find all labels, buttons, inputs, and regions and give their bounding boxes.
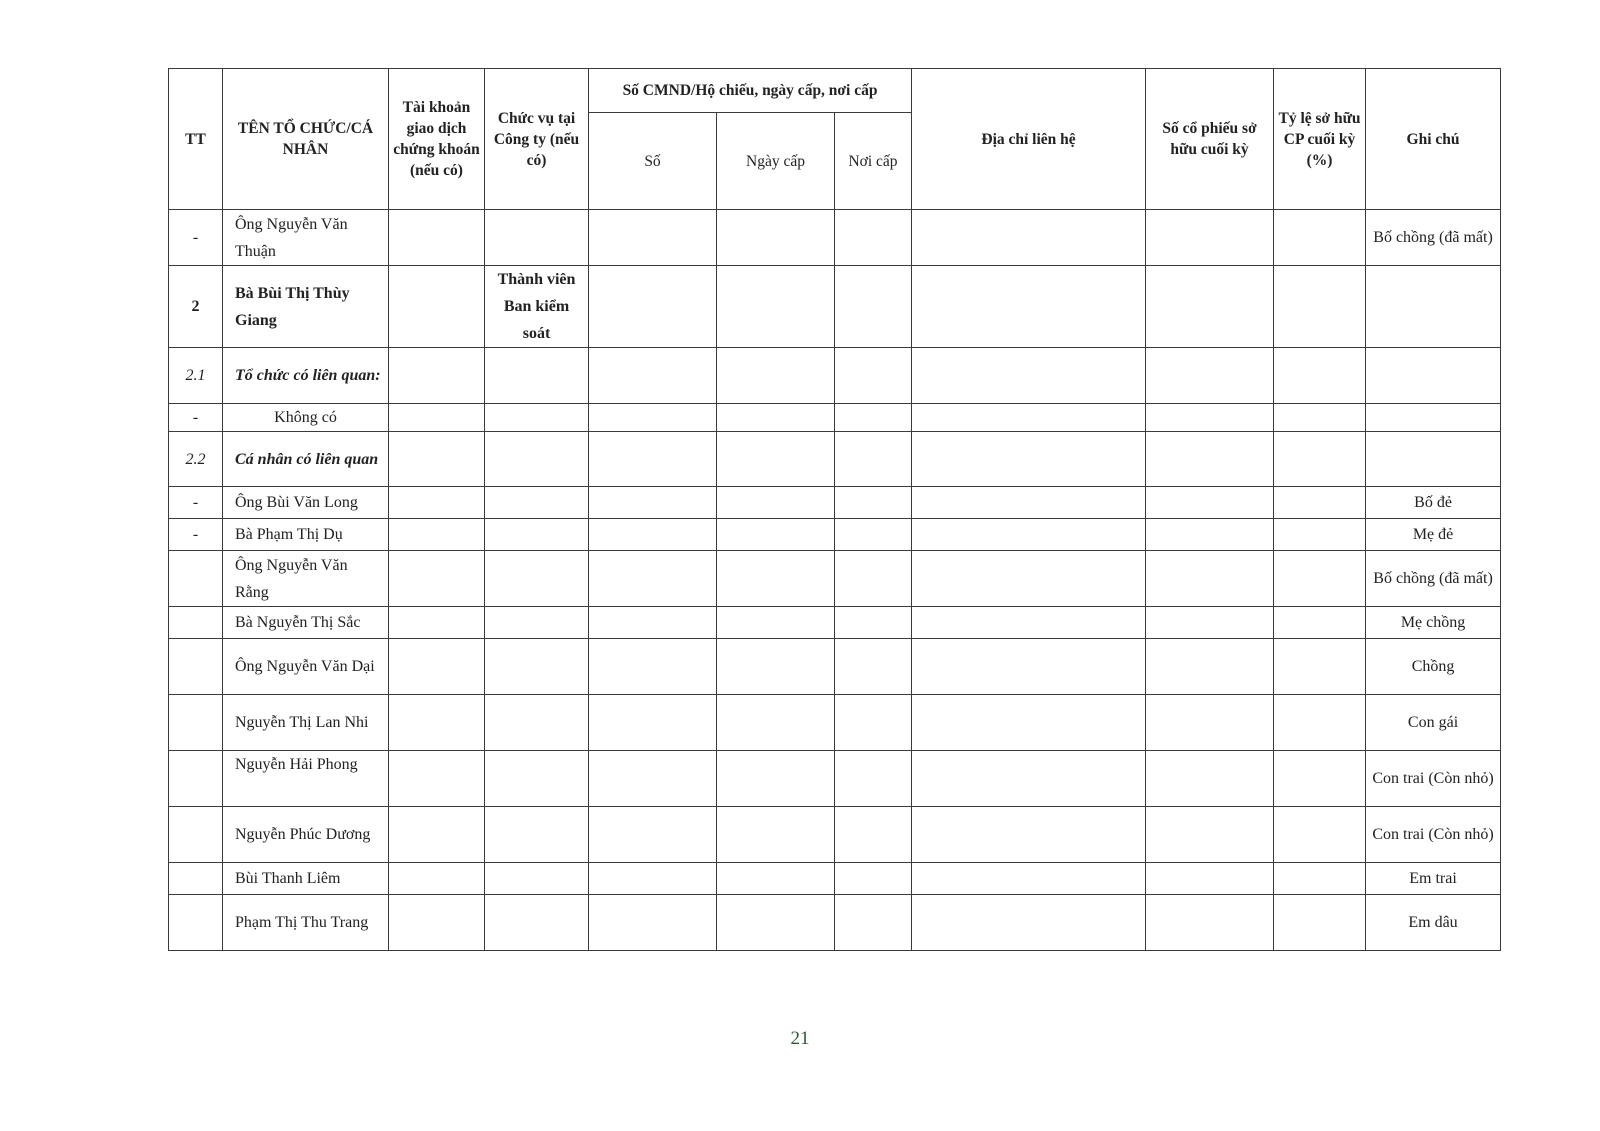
cell-address	[912, 519, 1146, 551]
header-tt: TT	[169, 69, 223, 210]
table-row	[169, 487, 1501, 519]
cell-id-no	[589, 807, 717, 863]
header-id-date: Ngày cấp	[717, 113, 835, 210]
page-number: 21	[790, 1028, 810, 1049]
cell-account	[389, 487, 485, 519]
cell-account	[389, 863, 485, 895]
cell-id-place	[835, 895, 912, 951]
cell-position	[485, 487, 589, 519]
cell-id-date	[717, 551, 835, 607]
cell-shares	[1146, 266, 1274, 348]
header-address: Địa chỉ liên hệ	[912, 69, 1146, 210]
cell-id-no	[589, 863, 717, 895]
cell-tt: -	[169, 210, 223, 266]
cell-account	[389, 404, 485, 432]
cell-position	[485, 639, 589, 695]
cell-name: Nguyễn Thị Lan Nhi	[223, 695, 389, 751]
cell-position	[485, 404, 589, 432]
table-row	[169, 266, 1501, 348]
table-row	[169, 863, 1501, 895]
cell-note: Em trai	[1366, 863, 1501, 895]
cell-address	[912, 639, 1146, 695]
cell-id-no	[589, 751, 717, 807]
cell-name: Bùi Thanh Liêm	[223, 863, 389, 895]
cell-account	[389, 807, 485, 863]
cell-account	[389, 519, 485, 551]
cell-id-no	[589, 639, 717, 695]
cell-tt: -	[169, 404, 223, 432]
cell-account	[389, 639, 485, 695]
cell-account	[389, 432, 485, 487]
cell-address	[912, 863, 1146, 895]
cell-note	[1366, 266, 1501, 348]
cell-position	[485, 807, 589, 863]
cell-tt	[169, 607, 223, 639]
cell-position	[485, 751, 589, 807]
cell-address	[912, 487, 1146, 519]
cell-shares	[1146, 895, 1274, 951]
cell-ratio	[1274, 895, 1366, 951]
table-row	[169, 519, 1501, 551]
cell-account	[389, 607, 485, 639]
cell-shares	[1146, 807, 1274, 863]
cell-ratio	[1274, 863, 1366, 895]
cell-id-no	[589, 487, 717, 519]
cell-id-date	[717, 807, 835, 863]
cell-note	[1366, 432, 1501, 487]
cell-id-place	[835, 807, 912, 863]
table-row	[169, 551, 1501, 607]
cell-note: Con gái	[1366, 695, 1501, 751]
cell-ratio	[1274, 487, 1366, 519]
cell-shares	[1146, 210, 1274, 266]
cell-id-no	[589, 404, 717, 432]
cell-id-date	[717, 639, 835, 695]
cell-id-place	[835, 639, 912, 695]
table-body	[169, 210, 1501, 951]
table-row	[169, 348, 1501, 404]
cell-id-date	[717, 895, 835, 951]
header-shares: Số cổ phiếu sở hữu cuối kỳ	[1146, 69, 1274, 210]
cell-account	[389, 751, 485, 807]
cell-name: Phạm Thị Thu Trang	[223, 895, 389, 951]
header-position: Chức vụ tại Công ty (nếu có)	[485, 69, 589, 210]
cell-ratio	[1274, 432, 1366, 487]
cell-name: Nguyễn Hải Phong	[223, 751, 389, 807]
cell-account	[389, 695, 485, 751]
cell-shares	[1146, 432, 1274, 487]
cell-ratio	[1274, 639, 1366, 695]
cell-note: Mẹ đẻ	[1366, 519, 1501, 551]
cell-position	[485, 348, 589, 404]
header-note: Ghi chú	[1366, 69, 1501, 210]
cell-address	[912, 348, 1146, 404]
cell-name: Cá nhân có liên quan	[223, 432, 389, 487]
cell-tt	[169, 751, 223, 807]
cell-tt	[169, 863, 223, 895]
cell-id-no	[589, 266, 717, 348]
cell-shares	[1146, 404, 1274, 432]
cell-id-place	[835, 404, 912, 432]
cell-id-date	[717, 210, 835, 266]
cell-id-no	[589, 695, 717, 751]
cell-id-place	[835, 607, 912, 639]
cell-note: Chồng	[1366, 639, 1501, 695]
cell-shares	[1146, 519, 1274, 551]
cell-address	[912, 432, 1146, 487]
header-ratio: Tỷ lệ sở hữu CP cuối kỳ (%)	[1274, 69, 1366, 210]
cell-id-place	[835, 863, 912, 895]
cell-id-date	[717, 751, 835, 807]
cell-position	[485, 895, 589, 951]
cell-name: Ông Bùi Văn Long	[223, 487, 389, 519]
cell-note: Mẹ chồng	[1366, 607, 1501, 639]
cell-tt	[169, 551, 223, 607]
cell-position	[485, 695, 589, 751]
cell-address	[912, 404, 1146, 432]
cell-ratio	[1274, 751, 1366, 807]
cell-note: Bố chồng (đã mất)	[1366, 551, 1501, 607]
cell-name: Ông Nguyễn Văn Dại	[223, 639, 389, 695]
cell-address	[912, 807, 1146, 863]
cell-id-date	[717, 695, 835, 751]
cell-position	[485, 551, 589, 607]
cell-id-date	[717, 348, 835, 404]
cell-shares	[1146, 695, 1274, 751]
cell-tt: 2.2	[169, 432, 223, 487]
cell-tt: 2	[169, 266, 223, 348]
cell-ratio	[1274, 807, 1366, 863]
cell-id-place	[835, 210, 912, 266]
cell-name: Ông Nguyễn Văn Rằng	[223, 551, 389, 607]
header-id-no: Số	[589, 113, 717, 210]
cell-ratio	[1274, 210, 1366, 266]
cell-id-place	[835, 551, 912, 607]
cell-name: Bà Nguyễn Thị Sắc	[223, 607, 389, 639]
cell-note: Em dâu	[1366, 895, 1501, 951]
cell-ratio	[1274, 404, 1366, 432]
cell-tt	[169, 695, 223, 751]
cell-tt	[169, 895, 223, 951]
cell-id-place	[835, 519, 912, 551]
cell-account	[389, 551, 485, 607]
cell-id-date	[717, 487, 835, 519]
cell-id-date	[717, 607, 835, 639]
table-row	[169, 210, 1501, 266]
cell-id-no	[589, 551, 717, 607]
table-header	[169, 69, 1501, 210]
cell-address	[912, 607, 1146, 639]
cell-id-date	[717, 404, 835, 432]
table-row	[169, 751, 1501, 807]
cell-id-place	[835, 487, 912, 519]
cell-id-no	[589, 607, 717, 639]
table-row	[169, 895, 1501, 951]
cell-tt	[169, 639, 223, 695]
cell-id-place	[835, 266, 912, 348]
header-name: TÊN TỔ CHỨC/CÁ NHÂN	[223, 69, 389, 210]
cell-id-no	[589, 895, 717, 951]
cell-account	[389, 895, 485, 951]
cell-id-date	[717, 432, 835, 487]
cell-note: Con trai (Còn nhỏ)	[1366, 751, 1501, 807]
cell-id-place	[835, 348, 912, 404]
cell-id-place	[835, 695, 912, 751]
cell-id-no	[589, 210, 717, 266]
table-row	[169, 432, 1501, 487]
cell-ratio	[1274, 519, 1366, 551]
cell-ratio	[1274, 607, 1366, 639]
cell-position	[485, 432, 589, 487]
cell-note: Bố chồng (đã mất)	[1366, 210, 1501, 266]
cell-position	[485, 607, 589, 639]
cell-tt: -	[169, 519, 223, 551]
table-row	[169, 404, 1501, 432]
cell-address	[912, 551, 1146, 607]
cell-ratio	[1274, 551, 1366, 607]
table-row	[169, 807, 1501, 863]
cell-tt	[169, 807, 223, 863]
cell-shares	[1146, 639, 1274, 695]
cell-account	[389, 266, 485, 348]
cell-id-place	[835, 751, 912, 807]
cell-shares	[1146, 551, 1274, 607]
cell-name: Ông Nguyễn Văn Thuận	[223, 210, 389, 266]
cell-address	[912, 895, 1146, 951]
cell-position	[485, 519, 589, 551]
cell-note	[1366, 348, 1501, 404]
table-row	[169, 639, 1501, 695]
cell-note: Con trai (Còn nhỏ)	[1366, 807, 1501, 863]
cell-id-date	[717, 519, 835, 551]
cell-name: Không có	[223, 404, 389, 432]
cell-address	[912, 266, 1146, 348]
cell-account	[389, 210, 485, 266]
cell-name: Tổ chức có liên quan:	[223, 348, 389, 404]
cell-tt: -	[169, 487, 223, 519]
cell-note: Bố đẻ	[1366, 487, 1501, 519]
cell-position: Thành viên Ban kiểm soát	[485, 266, 589, 348]
cell-address	[912, 695, 1146, 751]
cell-address	[912, 751, 1146, 807]
header-id-place: Nơi cấp	[835, 113, 912, 210]
cell-ratio	[1274, 266, 1366, 348]
cell-id-no	[589, 432, 717, 487]
cell-shares	[1146, 863, 1274, 895]
cell-shares	[1146, 487, 1274, 519]
cell-shares	[1146, 751, 1274, 807]
cell-tt: 2.1	[169, 348, 223, 404]
table-row	[169, 695, 1501, 751]
cell-name: Nguyễn Phúc Dương	[223, 807, 389, 863]
header-account: Tài khoản giao dịch chứng khoán (nếu có)	[389, 69, 485, 210]
cell-account	[389, 348, 485, 404]
cell-shares	[1146, 607, 1274, 639]
cell-address	[912, 210, 1146, 266]
cell-id-date	[717, 266, 835, 348]
cell-ratio	[1274, 695, 1366, 751]
cell-position	[485, 210, 589, 266]
cell-shares	[1146, 348, 1274, 404]
cell-note	[1366, 404, 1501, 432]
header-id-group: Số CMND/Hộ chiếu, ngày cấp, nơi cấp	[589, 69, 912, 113]
cell-id-place	[835, 432, 912, 487]
cell-name: Bà Phạm Thị Dụ	[223, 519, 389, 551]
related-persons-table	[168, 68, 1501, 951]
cell-ratio	[1274, 348, 1366, 404]
cell-id-date	[717, 863, 835, 895]
table-row	[169, 607, 1501, 639]
cell-position	[485, 863, 589, 895]
cell-id-no	[589, 519, 717, 551]
cell-name: Bà Bùi Thị Thùy Giang	[223, 266, 389, 348]
cell-id-no	[589, 348, 717, 404]
